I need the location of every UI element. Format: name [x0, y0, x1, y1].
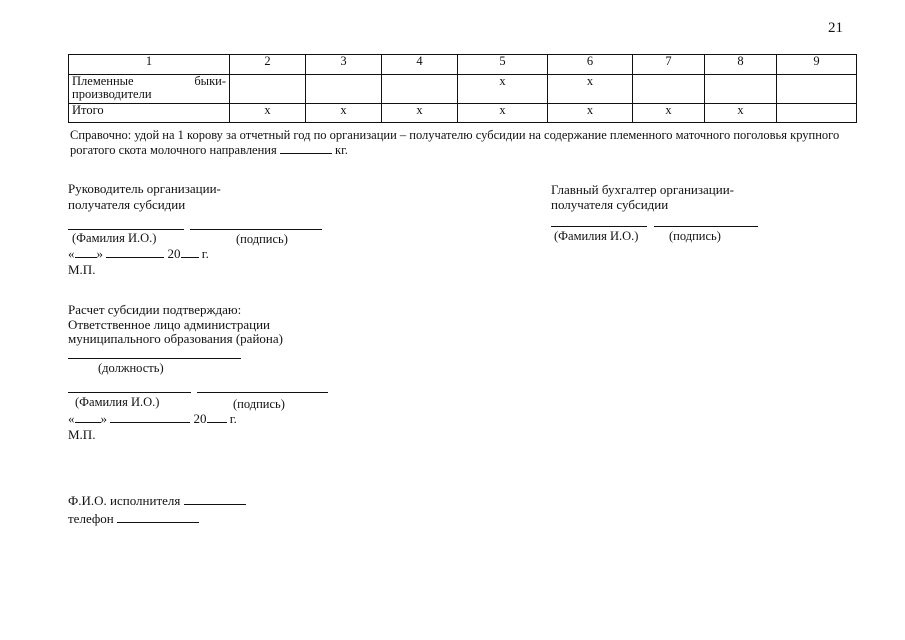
left-date-row — [68, 246, 209, 261]
table-cell: х — [548, 75, 633, 104]
header-cell: 8 — [705, 55, 777, 75]
row-label-part: быки- — [194, 74, 226, 88]
day-blank — [75, 257, 97, 258]
fio-label: (Фамилия И.О.) — [554, 229, 639, 243]
stamp-mark: М.П. — [68, 262, 96, 277]
year-blank — [207, 422, 227, 423]
row-label-breeding-bulls — [69, 75, 230, 104]
executor-fio-row — [68, 493, 246, 508]
confirmation-date-row — [68, 411, 237, 426]
right-signature-title-2: получателя субсидии — [551, 197, 669, 212]
row-label-part: производители — [72, 87, 152, 101]
date-quote-close: » — [100, 411, 107, 426]
signature-line — [654, 226, 758, 227]
executor-fio-label: Ф.И.О. исполнителя — [68, 493, 181, 508]
table-cell: х — [548, 104, 633, 123]
header-cell: 1 — [69, 55, 230, 75]
year-suffix: г. — [201, 246, 209, 261]
header-cell: 6 — [548, 55, 633, 75]
fio-label: (Фамилия И.О.) — [75, 395, 160, 409]
table-row — [69, 104, 857, 123]
table-cell — [705, 75, 777, 104]
left-signature-title-1: Руководитель организации- — [68, 181, 221, 196]
signature-line — [190, 229, 322, 230]
signature-line — [197, 392, 328, 393]
executor-phone-blank — [117, 522, 199, 523]
date-quote-open: « — [68, 246, 75, 261]
year-prefix: 20 — [193, 411, 207, 426]
header-cell: 5 — [458, 55, 548, 75]
table-cell: х — [382, 104, 458, 123]
header-cell: 4 — [382, 55, 458, 75]
reference-note-unit: кг. — [335, 143, 348, 157]
table-cell: х — [458, 104, 548, 123]
reference-note-text: Справочно: удой на 1 корову за отчетный год по организации – получателю субсидии на содержание племенного маточного поголовья крупного рогатого скота молочного направления — [70, 128, 840, 157]
stamp-mark: М.П. — [68, 427, 96, 442]
header-cell: 9 — [777, 55, 857, 75]
table-cell: х — [705, 104, 777, 123]
table-cell — [633, 75, 705, 104]
table-cell: х — [230, 104, 306, 123]
row-label-total: Итого — [69, 104, 230, 123]
table-cell: х — [458, 75, 548, 104]
milk-yield-blank — [280, 153, 332, 154]
table-row — [69, 75, 857, 104]
table-cell — [306, 75, 382, 104]
signature-label: (подпись) — [233, 397, 285, 411]
signature-label: (подпись) — [236, 232, 288, 246]
year-suffix: г. — [229, 411, 237, 426]
year-prefix: 20 — [167, 246, 181, 261]
fio-line — [551, 226, 647, 227]
date-quote-close: » — [96, 246, 103, 261]
confirmation-line-1: Расчет субсидии подтверждаю: — [68, 302, 242, 317]
signature-label: (подпись) — [669, 229, 721, 243]
date-quote-open: « — [68, 411, 75, 426]
table-cell — [230, 75, 306, 104]
header-cell: 2 — [230, 55, 306, 75]
fio-line — [68, 392, 191, 393]
executor-phone-label: телефон — [68, 511, 114, 526]
row-label-part: Племенные — [72, 74, 134, 88]
position-line — [68, 358, 241, 359]
table-header-row — [69, 55, 857, 75]
fio-label: (Фамилия И.О.) — [72, 231, 157, 245]
subsidy-table — [68, 54, 857, 123]
confirmation-line-3: муниципального образования (района) — [68, 331, 283, 346]
table-cell — [777, 104, 857, 123]
executor-phone-row — [68, 511, 199, 526]
fio-line — [68, 229, 184, 230]
day-blank — [75, 422, 101, 423]
header-cell: 3 — [306, 55, 382, 75]
table-cell: х — [306, 104, 382, 123]
table-cell — [382, 75, 458, 104]
table-cell — [777, 75, 857, 104]
confirmation-line-2: Ответственное лицо администрации — [68, 317, 271, 332]
position-label: (должность) — [98, 361, 164, 375]
reference-note — [70, 128, 860, 158]
month-blank — [110, 422, 190, 423]
header-cell: 7 — [633, 55, 705, 75]
month-blank — [106, 257, 164, 258]
year-blank — [181, 257, 199, 258]
table-cell: х — [633, 104, 705, 123]
page-number: 21 — [828, 20, 843, 36]
executor-fio-blank — [184, 504, 246, 505]
right-signature-title-1: Главный бухгалтер организации- — [551, 182, 734, 197]
left-signature-title-2: получателя субсидии — [68, 197, 186, 212]
